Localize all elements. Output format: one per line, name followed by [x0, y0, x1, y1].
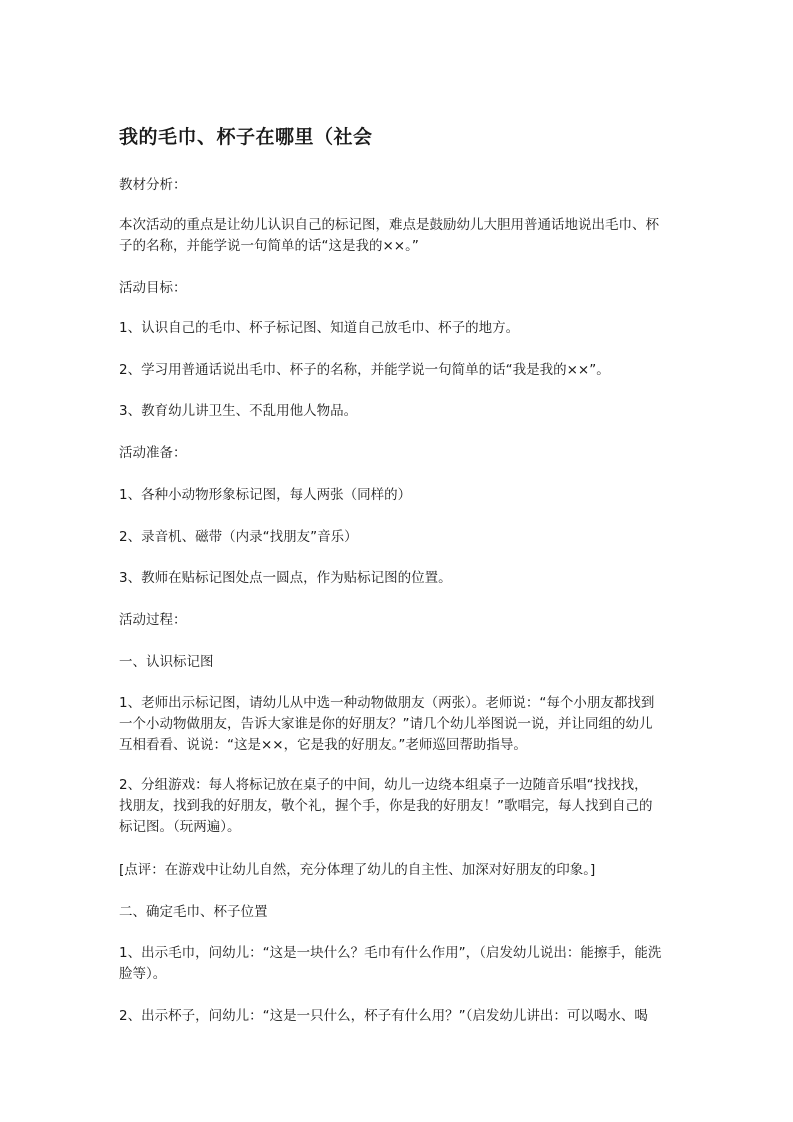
subheading-recognize-marks: 一、认识标记图 [119, 654, 214, 670]
preparation-item-2: 2、录音机、磁带（内录“找朋友”音乐） [119, 529, 358, 545]
position-step-2: 2、出示杯子，问幼儿：“这是一只什么，杯子有什么用？”（启发幼儿讲出：可以喝水、喝 [119, 1008, 648, 1024]
section-heading-preparation: 活动准备： [119, 445, 187, 461]
commentary-note: [点评：在游戏中让幼儿自然，充分体理了幼儿的自主性、加深对好朋友的印象。] [119, 862, 596, 878]
section-heading-goals: 活动目标： [119, 280, 187, 296]
paragraph-material-analysis: 本次活动的重点是让幼儿认识自己的标记图，难点是鼓励幼儿大胆用普通话地说出毛巾、杯 子的名称，并能学说一句简单的话“这是我的××。” [119, 217, 659, 254]
document-title: 我的毛巾、杯子在哪里（社会 [119, 126, 373, 148]
process-step-2: 2、分组游戏：每人将标记放在桌子的中间，幼儿一边绕本组桌子一边随音乐唱“找找找， 找朋友，找到我的好朋友，敬个礼，握个手，你是我的好朋友！”歌唱完，每人找到自己的 标记图。（玩两遍）。 [119, 777, 653, 835]
preparation-item-1: 1、各种小动物形象标记图，每人两张（同样的） [119, 487, 412, 503]
subheading-positions: 二、确定毛巾、杯子位置 [119, 904, 268, 920]
goal-item-2: 2、学习用普通话说出毛巾、杯子的名称，并能学说一句简单的话“我是我的××”。 [119, 362, 610, 378]
preparation-item-3: 3、教师在贴标记图处点一圆点，作为贴标记图的位置。 [119, 570, 452, 586]
process-step-1: 1、老师出示标记图，请幼儿从中选一种动物做朋友（两张）。老师说：“每个小朋友都找到 一个小动物做朋友，告诉大家谁是你的好朋友？”请几个幼儿举图说一说，并让同组的幼儿 互相看看、说说：“这是××，它是我的好朋友。”老师巡回帮助指导。 [119, 695, 655, 753]
goal-item-3: 3、教育幼儿讲卫生、不乱用他人物品。 [119, 403, 358, 419]
position-step-1: 1、出示毛巾，问幼儿：“这是一块什么？毛巾有什么作用”，（启发幼儿说出：能擦手，能洗 脸等）。 [119, 945, 662, 982]
section-heading-process: 活动过程： [119, 612, 187, 628]
section-heading-material-analysis: 教材分析： [119, 177, 187, 193]
goal-item-1: 1、认识自己的毛巾、杯子标记图、知道自己放毛巾、杯子的地方。 [119, 320, 520, 336]
